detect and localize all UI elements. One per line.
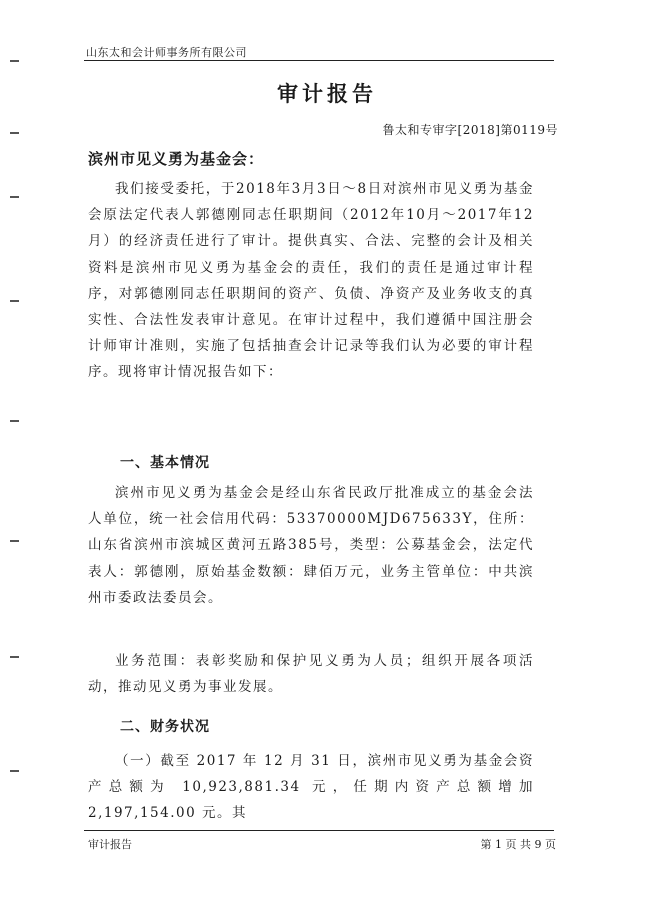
binding-holes xyxy=(8,0,22,900)
page-title: 审计报告 xyxy=(277,81,377,106)
footer-divider xyxy=(84,830,554,831)
page-number: 第 1 页 共 9 页 xyxy=(480,838,556,851)
addressee: 滨州市见义勇为基金会： xyxy=(88,150,265,168)
section-1-heading: 一、基本情况 xyxy=(120,455,210,471)
header-firm-name: 山东太和会计师事务所有限公司 xyxy=(86,46,247,59)
section-1-body: 滨州市见义勇为基金会是经山东省民政厅批准成立的基金会法人单位，统一社会信用代码：53370000MJD675633Y，住所：山东省滨州市滨城区黄河五路385号，类型：公募基金会，法定代表人：郭德刚，原始基金数额：肆佰万元，业务主管单位：中共滨州市委政法委员会。 xyxy=(88,485,534,606)
footer-doc-label: 审计报告 xyxy=(88,838,132,851)
section-2-body: （一）截至 2017 年 12 月 31 日，滨州市见义勇为基金会资产总额为 10,923,881.34 元，任期内资产总额增加 2,197,154.00 元。其 xyxy=(88,753,534,822)
intro-paragraph: 我们接受委托，于2018年3月3日～8日对滨州市见义勇为基金会原法定代表人郭德刚同志任职期间（2012年10月～2017年12月）的经济责任进行了审计。提供真实、合法、完整的会计及相关资料是滨州市见义勇为基金会的责任，我们的责任是通过审计程序，对郭德刚同志任职期间的资产、负债、净资产及业务收支的真实性、合法性发表审计意见。在审计过程中，我们遵循中国注册会计师审计准则，实施了包括抽查会计记录等我们认为必要的审计程序。现将审计情况报告如下： xyxy=(88,181,534,381)
header-divider xyxy=(84,60,554,61)
document-number: 鲁太和专审字[2018]第0119号 xyxy=(382,123,558,137)
section-1-scope: 业务范围：表彰奖励和保护见义勇为人员；组织开展各项活动，推动见义勇为事业发展。 xyxy=(88,653,534,696)
section-2-heading: 二、财务状况 xyxy=(120,719,210,735)
